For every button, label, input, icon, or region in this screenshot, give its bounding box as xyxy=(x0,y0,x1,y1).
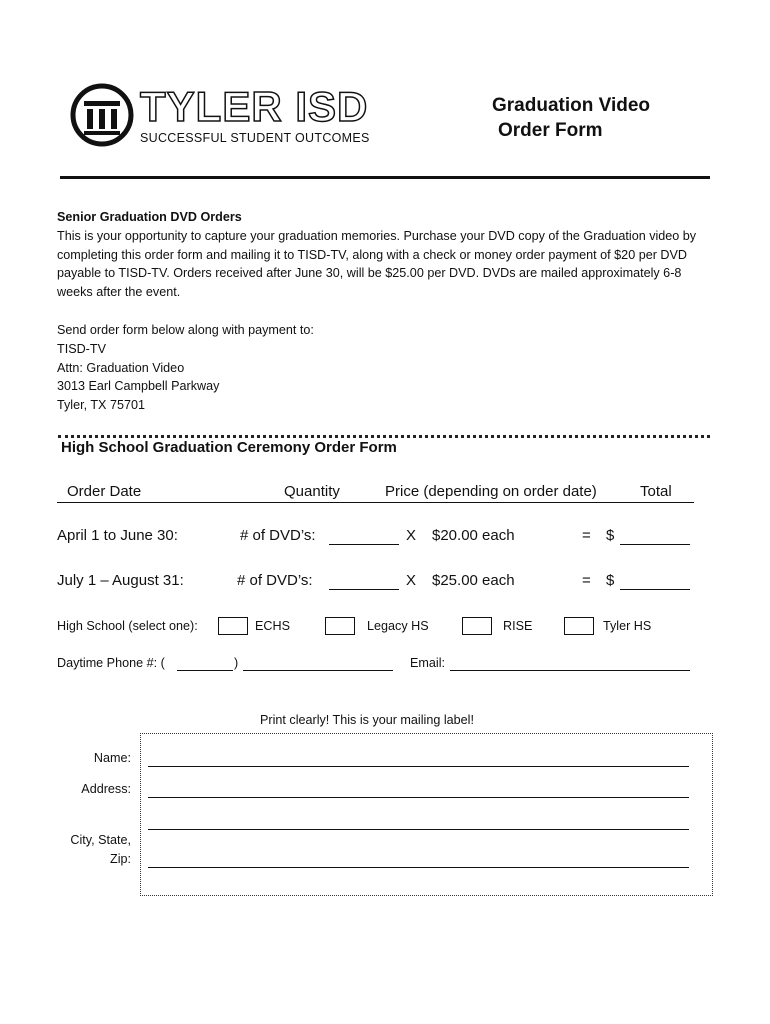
header-order-date: Order Date xyxy=(67,483,142,500)
header-price: Price (depending on order date) xyxy=(385,483,597,500)
address-field-line-1[interactable] xyxy=(148,797,689,798)
row2-qty-label: # of DVD’s: xyxy=(237,572,313,589)
option-echs-label: ECHS xyxy=(255,619,290,633)
row1-currency: $ xyxy=(606,527,615,544)
zip-label: Zip: xyxy=(110,852,131,866)
checkbox-echs[interactable] xyxy=(218,617,248,635)
row2-date: July 1 – August 31: xyxy=(57,572,184,589)
address-line-4: Tyler, TX 75701 xyxy=(57,398,145,413)
phone-close-paren: ) xyxy=(234,656,239,670)
name-field[interactable] xyxy=(148,766,689,767)
email-field[interactable] xyxy=(450,670,690,671)
header-quantity: Quantity xyxy=(284,483,340,500)
checkbox-rise[interactable] xyxy=(462,617,492,635)
section-divider xyxy=(58,435,710,438)
address-line-3: 3013 Earl Campbell Parkway xyxy=(57,379,220,394)
row2-currency: $ xyxy=(606,572,615,589)
address-line-2: Attn: Graduation Video xyxy=(57,360,185,375)
header-total: Total xyxy=(640,483,672,500)
row1-equals: = xyxy=(582,527,591,544)
mailing-address xyxy=(57,321,314,415)
row1-qty-label: # of DVD’s: xyxy=(240,527,316,544)
option-legacy-hs-label: Legacy HS xyxy=(367,619,429,633)
address-intro: Send order form below along with payment to: xyxy=(57,323,314,337)
city-state-label: City, State, xyxy=(70,833,131,847)
row1-date: April 1 to June 30: xyxy=(57,527,178,544)
title-line-2: Order Form xyxy=(498,120,603,141)
intro-heading: Senior Graduation DVD Orders xyxy=(57,210,242,224)
logo-tagline: SUCCESSFUL STUDENT OUTCOMES xyxy=(140,131,370,145)
option-rise-label: RISE xyxy=(503,619,533,633)
intro-section xyxy=(57,208,707,302)
checkbox-legacy-hs[interactable] xyxy=(325,617,355,635)
phone-area-code-field[interactable] xyxy=(177,670,233,671)
header-divider xyxy=(60,176,710,179)
row2-total-field[interactable] xyxy=(620,589,690,590)
row1-qty-field[interactable] xyxy=(329,544,399,545)
section-title: High School Graduation Ceremony Order Form xyxy=(61,439,397,456)
document-title xyxy=(492,93,650,143)
email-label: Email: xyxy=(410,656,445,670)
name-label: Name: xyxy=(93,751,131,765)
mailing-label-note: Print clearly! This is your mailing label! xyxy=(260,713,474,727)
row2-qty-field[interactable] xyxy=(329,589,399,590)
school-select-label: High School (select one): xyxy=(57,619,198,633)
option-tyler-hs-label: Tyler HS xyxy=(603,619,652,633)
mailing-label-box xyxy=(140,733,713,896)
title-line-1: Graduation Video xyxy=(492,95,651,116)
phone-label: Daytime Phone #: ( xyxy=(57,656,165,670)
header-underline xyxy=(57,502,694,503)
row2-times: X xyxy=(406,572,417,589)
address-line-1: TISD-TV xyxy=(57,341,106,356)
tyler-isd-logo-icon xyxy=(70,83,134,147)
row2-equals: = xyxy=(582,572,591,589)
row2-price: $25.00 each xyxy=(432,572,515,589)
checkbox-tyler-hs[interactable] xyxy=(564,617,594,635)
row1-total-field[interactable] xyxy=(620,544,690,545)
row1-price: $20.00 each xyxy=(432,527,515,544)
address-field-line-2[interactable] xyxy=(148,829,689,830)
row1-times: X xyxy=(406,527,417,544)
address-label: Address: xyxy=(81,782,131,796)
logo-wordmark: TYLER ISD xyxy=(140,83,369,130)
city-state-zip-field[interactable] xyxy=(148,867,689,868)
phone-number-field[interactable] xyxy=(243,670,393,671)
intro-paragraph: This is your opportunity to capture your graduation memories. Purchase your DVD copy of the Graduation video by completing this order form and mailing it to TISD-TV, along with a check or money order payment of $20 per DVD payable to TISD-TV. Orders received after June 30, will be $25.00 per DVD. DVDs are mailed approximately 6-8 weeks after the event. xyxy=(57,228,697,300)
